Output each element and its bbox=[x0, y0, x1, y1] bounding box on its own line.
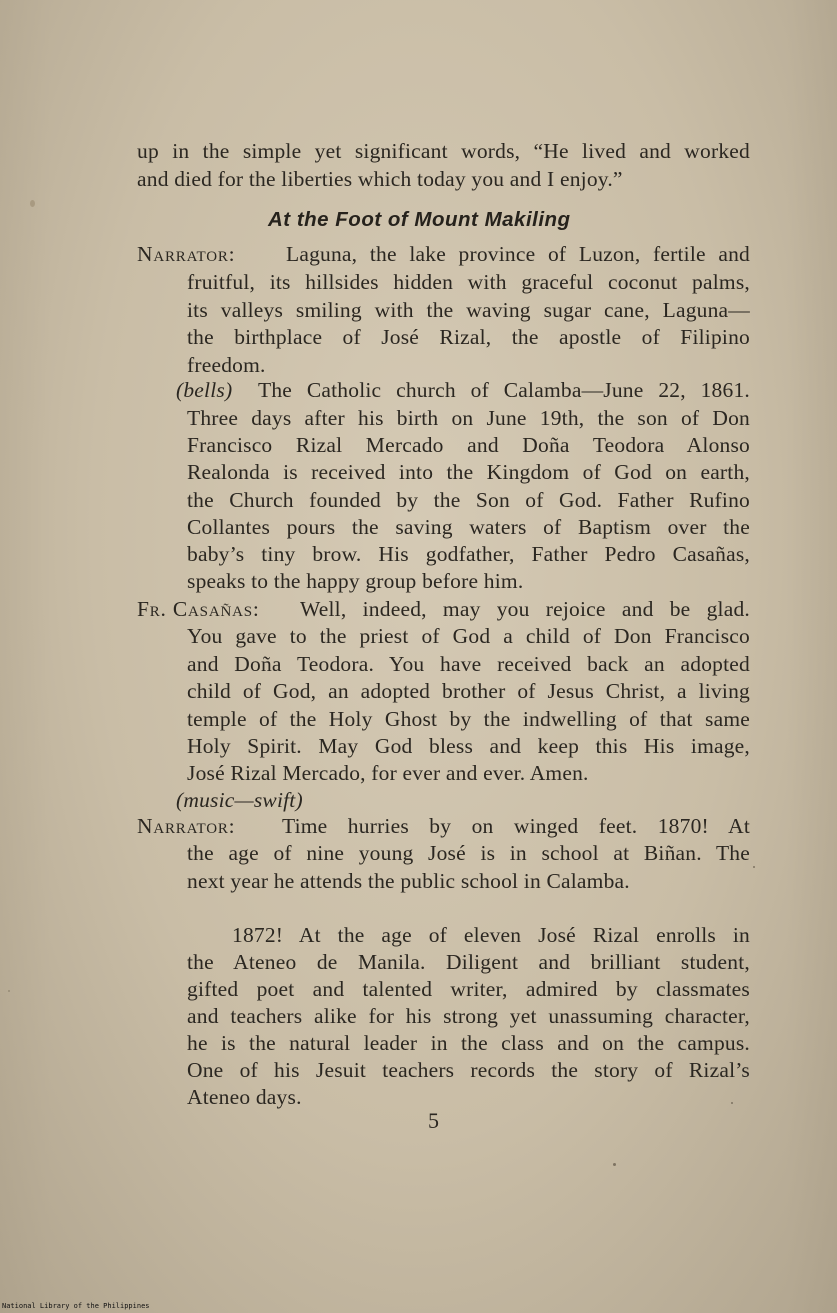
casanas-line-7: José Rizal Mercado, for ever and ever. Amen. bbox=[187, 761, 589, 785]
casanas-line-4: child of God, an adopted brother of Jesus Christ, a living bbox=[187, 679, 750, 703]
bells-cue: (bells) bbox=[176, 378, 233, 402]
narrator-2-para-line-5: he is the natural leader in the class and on the campus. bbox=[187, 1031, 750, 1055]
bells-line-8: speaks to the happy group before him. bbox=[187, 569, 524, 593]
paper-speck bbox=[613, 1163, 616, 1166]
casanas-line-1: Well, indeed, may you rejoice and be glad. bbox=[300, 597, 750, 621]
narrator-1-line-2: fruitful, its hillsides hidden with graceful coconut palms, bbox=[187, 270, 750, 294]
bells-line-5: the Church founded by the Son of God. Father Rufino bbox=[187, 488, 750, 512]
narrator-1-line-4: the birthplace of José Rizal, the apostle of Filipino bbox=[187, 325, 750, 349]
narrator-2-para-line-2: the Ateneo de Manila. Diligent and brilliant student, bbox=[187, 950, 750, 974]
bells-cue-line bbox=[176, 377, 232, 404]
narrator-2-line-1: Time hurries by on winged feet. 1870! At bbox=[282, 814, 750, 838]
casanas-line-6: Holy Spirit. May God bless and keep this His image, bbox=[187, 734, 750, 758]
speaker-label: Fr. Casañas: bbox=[137, 597, 260, 621]
narrator-1-line-5: freedom. bbox=[187, 353, 266, 377]
paper-speck bbox=[731, 1102, 733, 1104]
bells-line-6: Collantes pours the saving waters of Baptism over the bbox=[187, 515, 750, 539]
casanas-line-3: and Doña Teodora. You have received back an adopted bbox=[187, 652, 750, 676]
paper-speck bbox=[8, 990, 10, 992]
narrator-2-line-2: the age of nine young José is in school at Biñan. The bbox=[187, 841, 750, 865]
page-number: 5 bbox=[428, 1108, 439, 1133]
footer-credit: National Library of the Philippines bbox=[2, 1302, 150, 1310]
narrator-2-speaker-line bbox=[137, 813, 235, 840]
narrator-2-para-line-7: Ateneo days. bbox=[187, 1085, 302, 1109]
paper-speck bbox=[30, 200, 35, 207]
music-cue: (music—swift) bbox=[176, 788, 303, 812]
casanas-line-5: temple of the Holy Ghost by the indwelling of that same bbox=[187, 707, 750, 731]
bells-line-7: baby’s tiny brow. His godfather, Father Pedro Casañas, bbox=[187, 542, 750, 566]
narrator-1-line-1: Laguna, the lake province of Luzon, fertile and bbox=[286, 242, 750, 266]
bells-line-2: Three days after his birth on June 19th, the son of Don bbox=[187, 406, 750, 430]
intro-line-1: up in the simple yet significant words, “He lived and worked bbox=[137, 139, 750, 163]
bells-line-4: Realonda is received into the Kingdom of God on earth, bbox=[187, 460, 750, 484]
narrator-1-line-3: its valleys smiling with the waving sugar cane, Laguna— bbox=[187, 298, 750, 322]
narrator-2-para-line-4: and teachers alike for his strong yet unassuming character, bbox=[187, 1004, 750, 1028]
narrator-2-para-line-1: 1872! At the age of eleven José Rizal enrolls in bbox=[232, 923, 750, 947]
narrator-1-speaker bbox=[137, 241, 235, 268]
intro-line-2: and died for the liberties which today you and I enjoy.” bbox=[137, 167, 623, 191]
narrator-2-line-3: next year he attends the public school in Calamba. bbox=[187, 869, 630, 893]
narrator-2-para-line-6: One of his Jesuit teachers records the story of Rizal’s bbox=[187, 1058, 750, 1082]
casanas-line-2: You gave to the priest of God a child of Don Francisco bbox=[187, 624, 750, 648]
bells-line-1: The Catholic church of Calamba—June 22, 1861. bbox=[258, 378, 750, 402]
paper-speck bbox=[753, 866, 755, 868]
narrator-2-para-line-3: gifted poet and talented writer, admired by classmates bbox=[187, 977, 750, 1001]
casanas-speaker-line bbox=[137, 596, 260, 623]
speaker-label: Narrator: bbox=[137, 814, 236, 838]
speaker-label: Narrator: bbox=[137, 242, 236, 266]
section-heading: At the Foot of Mount Makiling bbox=[268, 208, 571, 231]
bells-line-3: Francisco Rizal Mercado and Doña Teodora Alonso bbox=[187, 433, 750, 457]
